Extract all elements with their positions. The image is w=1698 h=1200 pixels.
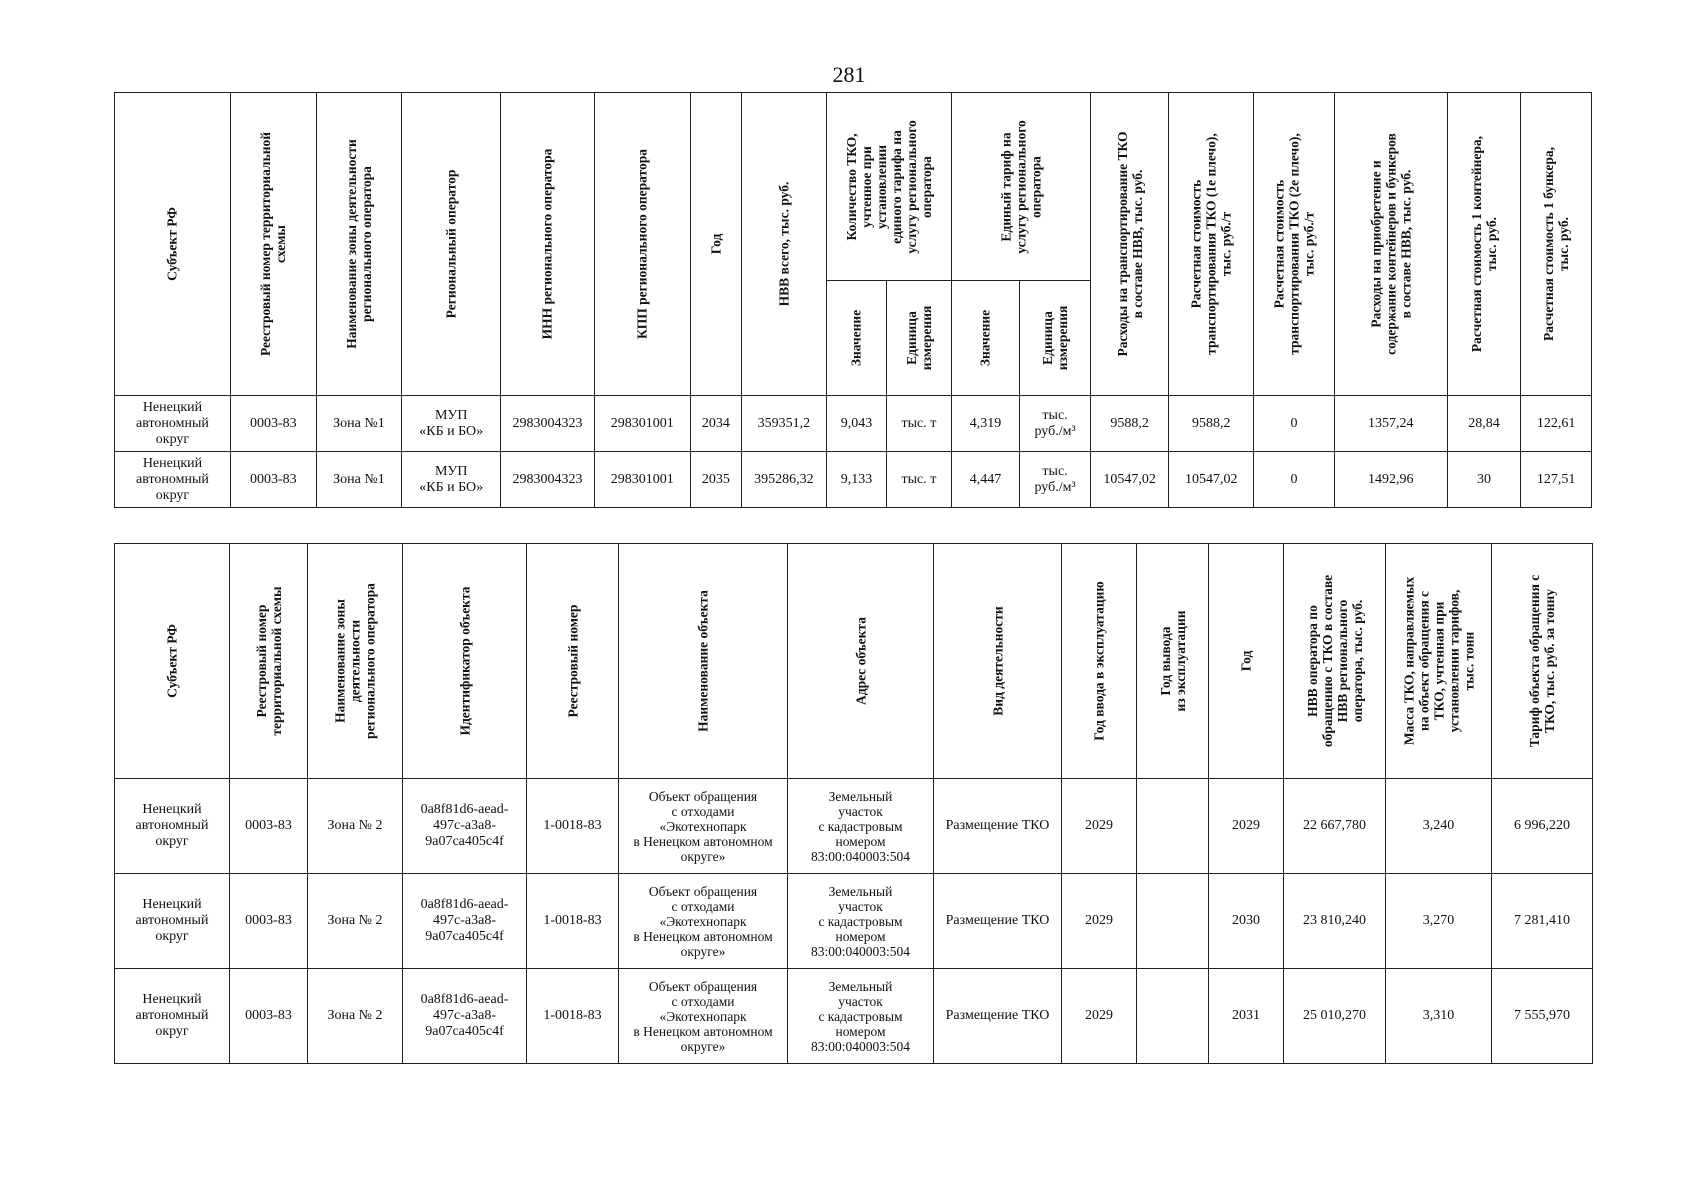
- cell-registry: 0003-83: [230, 396, 316, 452]
- cell-registry-number: 1-0018-83: [527, 969, 619, 1064]
- cell-year-in: 2029: [1062, 874, 1137, 969]
- header-label: Год вывода из эксплуатации: [1157, 610, 1188, 712]
- header-object-name: [619, 544, 788, 779]
- cell-year-out: [1137, 874, 1209, 969]
- cell-activity: Размещение ТКО: [934, 779, 1062, 874]
- cell-tko-unit: тыс. т: [887, 396, 952, 452]
- header-label: Субъект РФ: [164, 624, 180, 698]
- cell-transport: 10547,02: [1090, 452, 1169, 508]
- header-cost1: [1169, 93, 1254, 396]
- header-tko-value: [826, 281, 886, 396]
- header-label: Адрес объекта: [853, 617, 868, 705]
- header-label: Год ввода в эксплуатацию: [1091, 581, 1107, 741]
- cell-object-id: 0a8f81d6-aead- 497c-a3a8- 9a07ca405c4f: [403, 969, 527, 1064]
- header-registry-number: [527, 544, 619, 779]
- header-year: [690, 93, 741, 396]
- cell-object-name: Объект обращения с отходами «Экотехнопарк в Ненецком автономном округе»: [619, 779, 788, 874]
- header-label: Год: [708, 233, 724, 255]
- cell-tariff: 6 996,220: [1492, 779, 1593, 874]
- cell-address: Земельный участок с кадастровым номером 83:00:040003:504: [788, 779, 934, 874]
- header-label: Расчетная стоимость транспортирования ТКО (1е плечо), тыс. руб./т: [1188, 133, 1234, 355]
- table-row: [115, 452, 1592, 508]
- header-label: ИНН регионального оператора: [539, 148, 555, 340]
- cell-tariff: 7 555,970: [1492, 969, 1593, 1064]
- cell-tko-unit: тыс. т: [887, 452, 952, 508]
- cell-zone: Зона №1: [316, 396, 402, 452]
- cell-tariff: 7 281,410: [1492, 874, 1593, 969]
- header-label: Реестровый номер: [565, 604, 580, 718]
- header-zone: [308, 544, 403, 779]
- cell-year: 2035: [690, 452, 741, 508]
- facilities-table: [114, 543, 1593, 1064]
- header-activity: [934, 544, 1062, 779]
- cell-mass: 3,270: [1386, 874, 1492, 969]
- header-tariff-group: [951, 93, 1090, 281]
- cell-tariff-value: 4,319: [951, 396, 1020, 452]
- header-label: Значение: [848, 309, 864, 367]
- cell-tko-value: 9,043: [826, 396, 886, 452]
- cell-container-cost: 30: [1447, 452, 1521, 508]
- header-label: Расчетная стоимость транспортирования ТКО (2е плечо), тыс. руб./т: [1271, 133, 1317, 355]
- header-label: Единица измерения: [1040, 305, 1071, 371]
- cell-zone: Зона № 2: [308, 969, 403, 1064]
- cell-subject: Ненецкий автономный округ: [115, 396, 231, 452]
- cell-mass: 3,240: [1386, 779, 1492, 874]
- header-label: Расходы на приобретение и содержание контейнеров и бункеров в составе НВВ, тыс. руб.: [1368, 133, 1414, 355]
- cell-subject: Ненецкий автономный округ: [115, 969, 230, 1064]
- cell-inn: 2983004323: [501, 452, 595, 508]
- cell-cost2: 0: [1254, 396, 1335, 452]
- cell-zone: Зона № 2: [308, 874, 403, 969]
- cell-object-name: Объект обращения с отходами «Экотехнопарк в Ненецком автономном округе»: [619, 969, 788, 1064]
- header-label: Расчетная стоимость 1 контейнера, тыс. руб.: [1468, 135, 1499, 353]
- cell-registry: 0003-83: [230, 874, 308, 969]
- cell-nvv: 23 810,240: [1284, 874, 1386, 969]
- table-row: [115, 969, 1593, 1064]
- cell-zone: Зона № 2: [308, 779, 403, 874]
- cell-transport: 9588,2: [1090, 396, 1169, 452]
- header-subject: [115, 544, 230, 779]
- cell-containers: 1492,96: [1334, 452, 1447, 508]
- header-transport: [1090, 93, 1169, 396]
- header-label: НВВ всего, тыс. руб.: [776, 181, 792, 307]
- header-label: Расчетная стоимость 1 бункера, тыс. руб.: [1541, 147, 1572, 341]
- header-registry-scheme: [230, 544, 308, 779]
- header-label: Наименование объекта: [695, 590, 711, 732]
- header-label: КПП регионального оператора: [634, 148, 650, 340]
- header-nvv: [1284, 544, 1386, 779]
- header-label: Расходы на транспортирование ТКО в составе НВВ, тыс. руб.: [1114, 131, 1145, 357]
- cell-year-out: [1137, 779, 1209, 874]
- header-nvv: [742, 93, 827, 396]
- cell-activity: Размещение ТКО: [934, 874, 1062, 969]
- cell-address: Земельный участок с кадастровым номером 83:00:040003:504: [788, 969, 934, 1064]
- cell-registry: 0003-83: [230, 969, 308, 1064]
- cell-year: 2031: [1209, 969, 1284, 1064]
- cell-subject: Ненецкий автономный округ: [115, 779, 230, 874]
- cell-registry: 0003-83: [230, 452, 316, 508]
- header-address: [788, 544, 934, 779]
- header-label: НВВ оператора по обращению с ТКО в составе НВВ регионального оператора, тыс. руб.: [1304, 574, 1365, 748]
- cell-subject: Ненецкий автономный округ: [115, 452, 231, 508]
- cell-address: Земельный участок с кадастровым номером 83:00:040003:504: [788, 874, 934, 969]
- cell-registry-number: 1-0018-83: [527, 874, 619, 969]
- cell-subject: Ненецкий автономный округ: [115, 874, 230, 969]
- header-label: Реестровый номер территориальной схемы: [258, 131, 289, 357]
- cell-year: 2034: [690, 396, 741, 452]
- header-label: Единый тариф на услугу регионального оператора: [998, 119, 1044, 254]
- table-row: [115, 779, 1593, 874]
- header-label: Масса ТКО, направляемых на объект обращения с ТКО, учтенная при установлении тарифов, тыс. тонн: [1401, 576, 1476, 746]
- cell-nvv: 22 667,780: [1284, 779, 1386, 874]
- cell-cost2: 0: [1254, 452, 1335, 508]
- cell-bunker-cost: 122,61: [1521, 396, 1592, 452]
- cell-kpp: 298301001: [594, 452, 690, 508]
- cell-tko-value: 9,133: [826, 452, 886, 508]
- header-label: Единица измерения: [903, 305, 934, 371]
- table-row: [115, 396, 1592, 452]
- header-tariff-value: [951, 281, 1020, 396]
- header-label: Вид деятельности: [990, 606, 1005, 716]
- header-label: Идентификатор объекта: [457, 586, 472, 736]
- cell-year: 2029: [1209, 779, 1284, 874]
- cell-nvv: 359351,2: [742, 396, 827, 452]
- cell-nvv: 25 010,270: [1284, 969, 1386, 1064]
- header-label: Год: [1238, 650, 1254, 672]
- cell-cost1: 9588,2: [1169, 396, 1254, 452]
- header-mass: [1386, 544, 1492, 779]
- cell-cost1: 10547,02: [1169, 452, 1254, 508]
- header-object-id: [403, 544, 527, 779]
- cell-object-name: Объект обращения с отходами «Экотехнопарк в Ненецком автономном округе»: [619, 874, 788, 969]
- cell-year-in: 2029: [1062, 969, 1137, 1064]
- header-bunker-cost: [1521, 93, 1592, 396]
- cell-tariff-unit: тыс. руб./м³: [1020, 452, 1091, 508]
- header-cost2: [1254, 93, 1335, 396]
- cell-bunker-cost: 127,51: [1521, 452, 1592, 508]
- header-tko-unit: [887, 281, 952, 396]
- header-label: Региональный оператор: [443, 169, 459, 319]
- cell-containers: 1357,24: [1334, 396, 1447, 452]
- header-kpp: [594, 93, 690, 396]
- header-tariff-unit: [1020, 281, 1091, 396]
- cell-tariff-value: 4,447: [951, 452, 1020, 508]
- cell-inn: 2983004323: [501, 396, 595, 452]
- header-label: Субъект РФ: [164, 207, 180, 281]
- header-label: Тариф объекта обращения с ТКО, тыс. руб. за тонну: [1527, 574, 1557, 748]
- header-subject: [115, 93, 231, 396]
- cell-registry: 0003-83: [230, 779, 308, 874]
- header-inn: [501, 93, 595, 396]
- header-year-out: [1137, 544, 1209, 779]
- page-number: 281: [832, 62, 866, 87]
- cell-activity: Размещение ТКО: [934, 969, 1062, 1064]
- cell-object-id: 0a8f81d6-aead- 497c-a3a8- 9a07ca405c4f: [403, 779, 527, 874]
- cell-nvv: 395286,32: [742, 452, 827, 508]
- cell-year: 2030: [1209, 874, 1284, 969]
- cell-registry-number: 1-0018-83: [527, 779, 619, 874]
- table-row: [115, 874, 1593, 969]
- cell-object-id: 0a8f81d6-aead- 497c-a3a8- 9a07ca405c4f: [403, 874, 527, 969]
- header-registry-scheme: [230, 93, 316, 396]
- header-year-in: [1062, 544, 1137, 779]
- header-operator: [402, 93, 501, 396]
- cell-year-out: [1137, 969, 1209, 1064]
- header-zone: [316, 93, 402, 396]
- header-label: Реестровый номер территориальной схемы: [253, 586, 284, 736]
- header-label: Количество ТКО, учтенное при установлении единого тарифа на услугу регионального оператора: [843, 119, 934, 254]
- cell-operator: МУП «КБ и БО»: [402, 396, 501, 452]
- cell-year-in: 2029: [1062, 779, 1137, 874]
- cell-mass: 3,310: [1386, 969, 1492, 1064]
- cell-kpp: 298301001: [594, 396, 690, 452]
- header-containers: [1334, 93, 1447, 396]
- header-label: Наименование зоны деятельности регионального оператора: [332, 583, 378, 739]
- tariff-table: [114, 92, 1592, 508]
- header-label: Наименование зоны деятельности регионального оператора: [343, 139, 374, 349]
- header-container-cost: [1447, 93, 1521, 396]
- header-tariff: [1492, 544, 1593, 779]
- header-label: Значение: [977, 309, 993, 367]
- header-tko-group: [826, 93, 951, 281]
- cell-container-cost: 28,84: [1447, 396, 1521, 452]
- header-year: [1209, 544, 1284, 779]
- cell-operator: МУП «КБ и БО»: [402, 452, 501, 508]
- cell-tariff-unit: тыс. руб./м³: [1020, 396, 1091, 452]
- cell-zone: Зона №1: [316, 452, 402, 508]
